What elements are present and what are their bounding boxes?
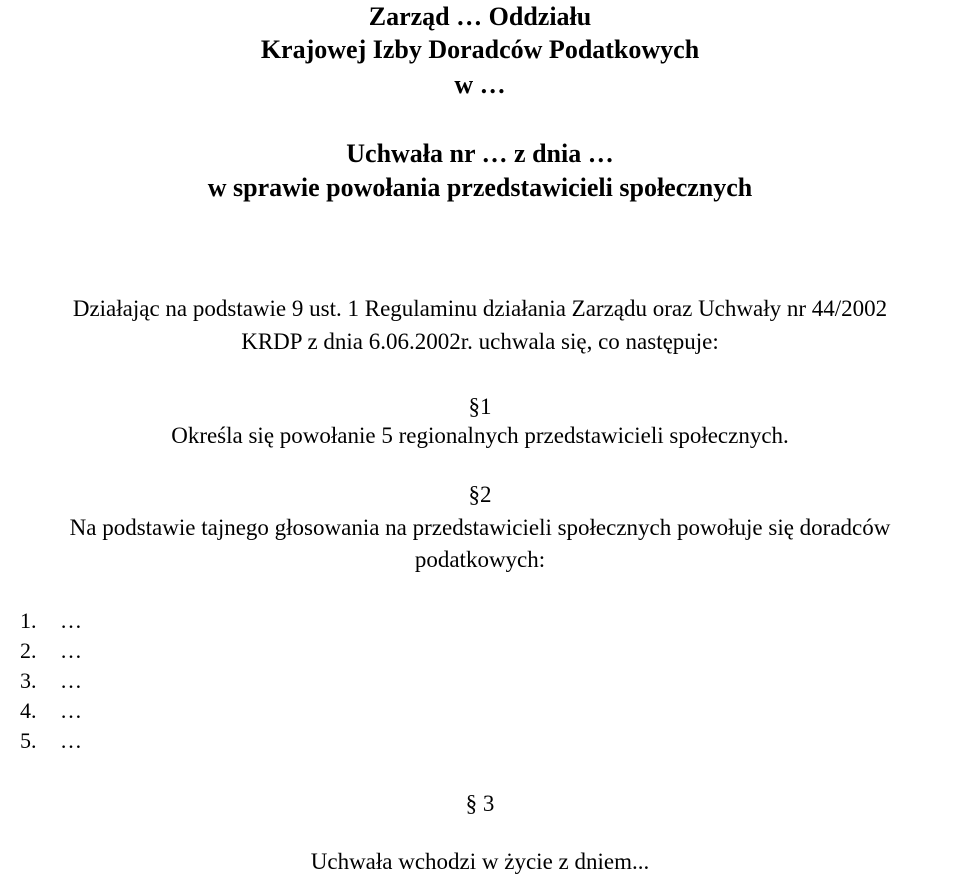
appointee-list [20,606,82,756]
list-item-name: … [60,608,82,633]
section-2-text-line-1: Na podstawie tajnego głosowania na przedstawicieli społecznych powołuje się doradców [69,515,891,540]
list-item-name: … [60,728,82,753]
list-item [20,726,82,756]
list-item [20,636,82,666]
section-1-number: 1 [480,394,492,419]
list-item-number: 2. [20,638,37,663]
section-1-mark [0,393,960,421]
list-item-name: … [60,638,82,663]
section-sign-icon: § [468,482,480,507]
section-sign-icon: § [465,791,478,816]
resolution-subject: w sprawie powołania przedstawicieli społecznych [207,173,753,202]
list-item-number: 5. [20,728,37,753]
resolution-title: Uchwała nr … z dnia … [346,139,614,168]
section-3-number: 3 [482,791,495,816]
list-item-number: 1. [20,608,37,633]
list-item-name: … [60,698,82,723]
office-location: w … [454,70,506,99]
section-3-mark [0,790,960,818]
section-2-number: 2 [480,482,492,507]
list-item [20,696,82,726]
list-item [20,666,82,696]
list-item-name: … [60,668,82,693]
section-3-text: Uchwała wchodzi w życie z dniem... [310,849,650,874]
section-sign-icon: § [468,394,480,419]
section-2-text-line-2: podatkowych: [414,547,546,572]
preamble-line-2: KRDP z dnia 6.06.2002r. uchwala się, co następuje: [241,329,719,354]
list-item-number: 3. [20,668,37,693]
section-2-mark [0,481,960,509]
office-name: Zarząd … Oddziału [368,2,592,31]
chamber-name: Krajowej Izby Doradców Podatkowych [260,35,700,64]
list-item [20,606,82,636]
section-1-text: Określa się powołanie 5 regionalnych przedstawicieli społecznych. [171,423,789,448]
list-item-number: 4. [20,698,37,723]
preamble-line-1: Działając na podstawie 9 ust. 1 Regulaminu działania Zarządu oraz Uchwały nr 44/2002 [72,296,888,321]
